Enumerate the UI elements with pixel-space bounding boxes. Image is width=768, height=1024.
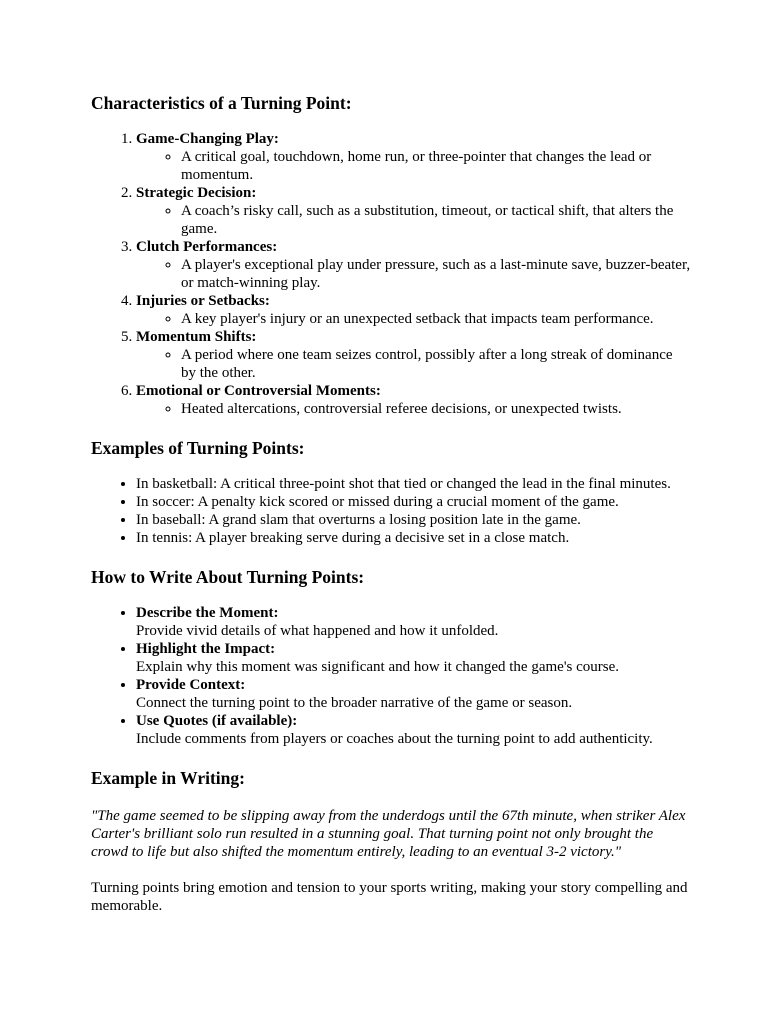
- item-title: Injuries or Setbacks:: [136, 293, 270, 309]
- sub-list: [136, 346, 691, 382]
- section-heading-example-writing: Example in Writing:: [91, 768, 245, 788]
- list-item: [136, 184, 691, 238]
- item-title: Use Quotes (if available):: [136, 713, 298, 729]
- item-title: Momentum Shifts:: [136, 329, 257, 345]
- list-item: [136, 328, 691, 382]
- sub-list: [136, 256, 691, 292]
- sub-item: ◦ Heated altercations, controversial referee decisions, or unexpected twists.: [181, 400, 691, 418]
- sub-list: [136, 310, 691, 328]
- how-to-list: [91, 604, 691, 748]
- item-detail: Include comments from players or coaches about the turning point to add authenticity.: [136, 731, 653, 747]
- list-item: [136, 130, 691, 184]
- item-title: Clutch Performances:: [136, 239, 278, 255]
- section-heading-examples: Examples of Turning Points:: [91, 438, 305, 458]
- sub-item: ◦ A player's exceptional play under pressure, such as a last-minute save, buzzer-beater, or match-winning play.: [181, 256, 691, 292]
- list-item: • In soccer: A penalty kick scored or missed during a crucial moment of the game.: [136, 493, 691, 511]
- item-title: Strategic Decision:: [136, 185, 257, 201]
- closing-paragraph: Turning points bring emotion and tension to your sports writing, making your story compelling and memorable.: [91, 880, 688, 914]
- sub-list: [136, 148, 691, 184]
- list-item: [136, 640, 691, 676]
- document-body: [91, 92, 691, 915]
- sub-item: ◦ A coach’s risky call, such as a substitution, timeout, or tactical shift, that alters the game.: [181, 202, 691, 238]
- list-item: [136, 238, 691, 292]
- item-title: Provide Context:: [136, 677, 246, 693]
- item-title: Highlight the Impact:: [136, 641, 276, 657]
- sub-item: ◦ A key player's injury or an unexpected setback that impacts team performance.: [181, 310, 691, 328]
- item-title: Describe the Moment:: [136, 605, 279, 621]
- list-item: [136, 712, 691, 748]
- item-title: Game-Changing Play:: [136, 131, 279, 147]
- examples-list: [91, 475, 691, 547]
- item-detail: Explain why this moment was significant and how it changed the game's course.: [136, 659, 620, 675]
- item-detail: Connect the turning point to the broader narrative of the game or season.: [136, 695, 573, 711]
- list-item: [136, 676, 691, 712]
- sub-item: ◦ A critical goal, touchdown, home run, or three-pointer that changes the lead or momentum.: [181, 148, 691, 184]
- list-item: • In tennis: A player breaking serve during a decisive set in a close match.: [136, 529, 691, 547]
- sub-item: ◦ A period where one team seizes control, possibly after a long streak of dominance by the other.: [181, 346, 691, 382]
- list-item: [136, 292, 691, 328]
- sub-list: [136, 400, 691, 418]
- list-item: • In baseball: A grand slam that overturns a losing position late in the game.: [136, 511, 691, 529]
- sub-list: [136, 202, 691, 238]
- item-detail: Provide vivid details of what happened and how it unfolded.: [136, 623, 499, 639]
- section-heading-characteristics: Characteristics of a Turning Point:: [91, 93, 352, 113]
- characteristics-list: [91, 130, 691, 418]
- list-item: • In basketball: A critical three-point shot that tied or changed the lead in the final minutes.: [136, 475, 691, 493]
- list-item: [136, 604, 691, 640]
- item-title: Emotional or Controversial Moments:: [136, 383, 381, 399]
- section-heading-how-to-write: How to Write About Turning Points:: [91, 567, 365, 587]
- example-quote: "The game seemed to be slipping away from the underdogs until the 67th minute, when striker Alex Carter's brilliant solo run resulted in a stunning goal. That turning point not only brought the crowd to life but also shifted the momentum entirely, leading to an eventual 3-2 victory.": [91, 808, 686, 860]
- list-item: [136, 382, 691, 418]
